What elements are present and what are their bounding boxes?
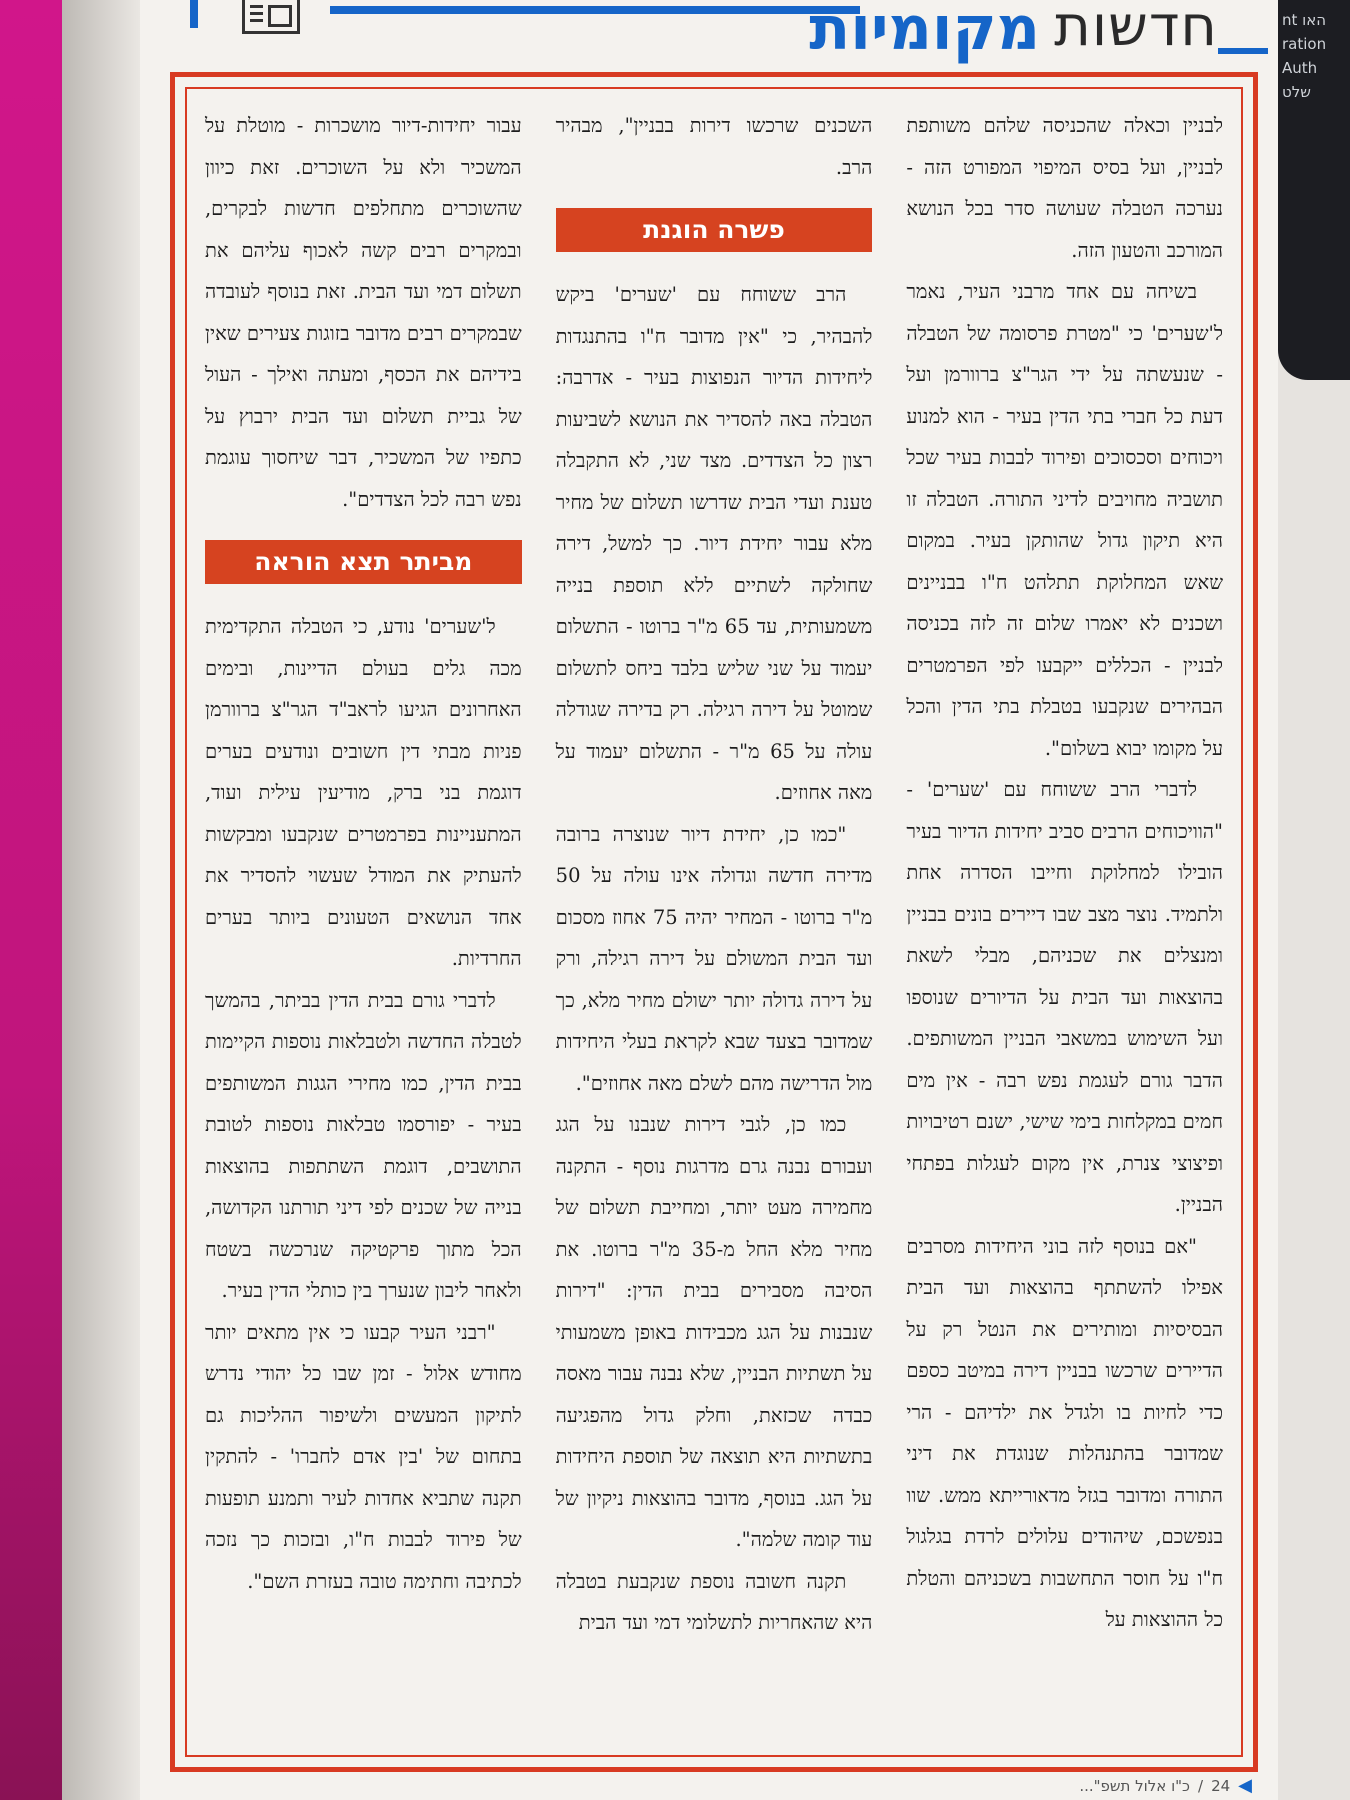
header-accent-bar [190,0,198,28]
article-frame [170,72,1258,1772]
paragraph: הרב ששוחח עם 'שערים' ביקש להבהיר, כי "אין מדובר ח"ו בהתנגדות ליחידות הדיור הנפוצות בעיר - אדרבה: הטבלה באה להסדיר את הנושא לשביעות רצון כל הצדדים. מצד שני, לא התקבלה טענת ועדי הבית שדרשו תשלום של מחיר מלא עבור יחידת דיור. כך למשל, דירה שחולקה לשתיים ללא תוספת בנייה משמעותית, עד 65 מ"ר ברוטו - התשלום יעמוד על שני שליש בלבד ביחס לתשלום שמוטל על דירה רגילה. רק בדירה שגודלה עולה על 65 מ"ר - התשלום יעמוד על מאה אחוזים. [555,283,873,804]
issue-date: כ"ו אלול תשפ"... [1079,1776,1190,1795]
paragraph: "אם בנוסף לזה בוני היחידות מסרבים אפילו להשתתף בהוצאות ועד הבית הבסיסיות ומותירים את הנטל רק על הדיירים שרכשו בבניין דירה במיטב כספם כדי לחיות בו ולגדל את ילדיהם - הרי שמדובר בהתנהלות שנוגדת את דיני התורה ומדובר בגזל מדאורייתא ממש. שוו בנפשכם, שיהודים עלולים לרדת בגלגול ח"ו על חוסר התחשבות בשכניהם והטלת כל ההוצאות על [906,1234,1223,1631]
magazine-page [140,0,1278,1800]
subheading: פשרה הוגנת [556,208,873,252]
background-object [1278,0,1350,380]
article-columns [205,105,1223,1739]
section-title-word-accent: מקומיות [809,0,1041,64]
paragraph: ל'שערים' נודע, כי הטבלה התקדימית מכה גלים בעולם הדיינות, ובימים האחרונים הגיעו לראב"ד הגר"צ ברוורמן פניות מבתי דין חשובים ונודעים בערים דוגמת בני ברק, מודיעין עילית ועוד, המתעניינות בפרמטרים שנקבעו ומבקשות להעתיק את המודל שעשוי להסדיר את אחד הנושאים הטעונים ביותר בערים החרדיות. [204,615,522,970]
section-title-word: חדשות [1054,0,1218,59]
paragraph: תקנה חשובה נוספת שנקבעת בטבלה היא שהאחריות לתשלומי דמי ועד הבית [555,1569,873,1634]
paragraph: כמו כן, לגבי דירות שנבנו על הגג ועבורם נבנה גרם מדרגות נוסף - התקנה מחמירה מעט יותר, ומחייבת תשלום של מחיר מלא החל מ-35 מ"ר ברוטו. את הסיבה מסבירים בבית הדין: "דירות שנבנות על הגג מכבידות באופן משמעותי על תשתיות הבניין, שלא נבנה עבור מאסה כבדה שכזאת, וחלק גדול מהפגיעה בתשתיות היא תוצאה של תוספת היחידות על הגג. בנוסף, מדובר בהוצאות ניקיון של עוד קומה שלמה". [555,1113,873,1551]
paragraph: לדברי הרב ששוחח עם 'שערים' - "הוויכוחים הרבים סביב יחידות הדיור בעיר הובילו למחלוקת וחייבו הסדרה אחת ולתמיד. נוצר מצב שבו דיירים בונים בבניין ומנצלים את שכניהם, מבלי לשאת בהוצאות ועד הבית על הדיורים שנוספו ועל השימוש במשאבי הבניין המשותפים. הדבר גורם לעגמת נפש רבה - אין מים חמים במקלחות בימי שישי, ישנם רטיבויות ופיצוצי צנרת, אין מקום לעגלות בפתחי הבניין. [906,778,1223,1216]
paragraph: עבור יחידות-דיור מושכרות - מוטלת על המשכיר ולא על השוכרים. זאת כיוון שהשוכרים מתחלפים חדשות לבקרים, ובמקרים רבים קשה לאכוף עליהם את תשלום דמי ועד הבית. זאת בנוסף לעובדה שבמקרים רבים מדובר בזוגות צעירים שאין בידיהם את הכסף, ומעתה ואילך - העול של גביית תשלום ועד הבית ירבוץ על כתפיו של המשכיר, דבר שיחסוך עוגמת נפש רבה לכל הצדדים". [204,114,522,511]
magazine-edge-pink [0,0,62,1800]
paragraph: "כמו כן, יחידת דיור שנוצרה ברובה מדירה חדשה וגדולה אינו עולה על 50 מ"ר ברוטו - המחיר יהיה 75 אחוז מסכום ועד הבית המשולם על דירה רגילה, ורק על דירה גדולה יותר ישולם מחיר מלא, כך שמדובר בצעד שבא לקראת בעלי היחידות מול הדרישה מהם לשלם מאה אחוזים". [555,822,873,1095]
paragraph: "רבני העיר קבעו כי אין מתאים יותר מחודש אלול - זמן שבו כל יהודי נדרש לתיקון המעשים ולשיפור ההליכות גם בתחום של 'בין אדם לחברו' - להתקין תקנה שתביא אחדות לעיר ותמנע תופעות של פירוד לבבות ח"ו, ובזכות כך נזכה לכתיבה וחתימה טובה בעזרת השם". [204,1320,522,1593]
edge-text [1282,8,1344,104]
page-header [140,0,1278,70]
edge-text-line: שלט [1282,83,1311,101]
article-column [906,105,1223,1739]
arrow-icon: ◀ [1238,1775,1252,1796]
newspaper-icon [242,0,300,34]
paragraph: לבניין וכאלה שהכניסה שלהם משותפת לבניין, ועל בסיס המיפוי המפורט הזה - נערכה הטבלה שעושה סדר בכל הנושא המורכב והטעון הזה. [906,114,1223,262]
paragraph: לדברי גורם בבית הדין בביתר, בהמשך לטבלה החדשה ולטבלאות נוספות הקיימות בבית הדין, כמו מחירי הגגות המשותפים בעיר - יפורסמו טבלאות נוספות לטובת התושבים, דוגמת השתתפות בהוצאות בנייה של שכנים לפי דיני תורתנו הקדושה, הכל מתוך פרקטיקה שנרכשה בשטח ולאחר ליבון שנערך בין כותלי הדין בעיר. [204,988,522,1302]
edge-text-line: nt האו [1282,11,1327,29]
article-column [556,105,873,1739]
page-gutter-shadow [62,0,142,1800]
subheading: מביתר תצא הוראה [205,540,522,584]
header-rule-right [1218,48,1268,54]
page-number: 24 [1211,1776,1231,1795]
page-footer: ◀ 24 / כ"ו אלול תשפ"... [1079,1775,1252,1796]
edge-text-line: ration Auth [1282,35,1327,77]
paragraph: השכנים שרכשו דירות בבניין", מבהיר הרב. [555,114,873,179]
article-column [205,105,522,1739]
section-title [809,0,1218,70]
header-rule [330,6,860,14]
paragraph: בשיחה עם אחד מרבני העיר, נאמר ל'שערים' כי "מטרת פרסומה של הטבלה - שנעשתה על ידי הגר"צ ברוורמן ועל דעת כל חברי בתי הדין בעיר - הוא למנוע ויכוחים וסכסוכים ופירוד לבבות בעיר שכל תושביה מחויבים לדיני התורה. הטבלה זו היא תיקון גדול שהותקן בעיר. במקום שאש המחלוקת תתלהט ח"ו בבניינים ושכנים לא יאמרו שלום זה לזה בכניסה לבניין - הכללים ייקבעו לפי הפרמטרים הבהירים שנקבעו בטבלת בתי הדין והכל על מקומו יבוא בשלום". [906,280,1223,760]
